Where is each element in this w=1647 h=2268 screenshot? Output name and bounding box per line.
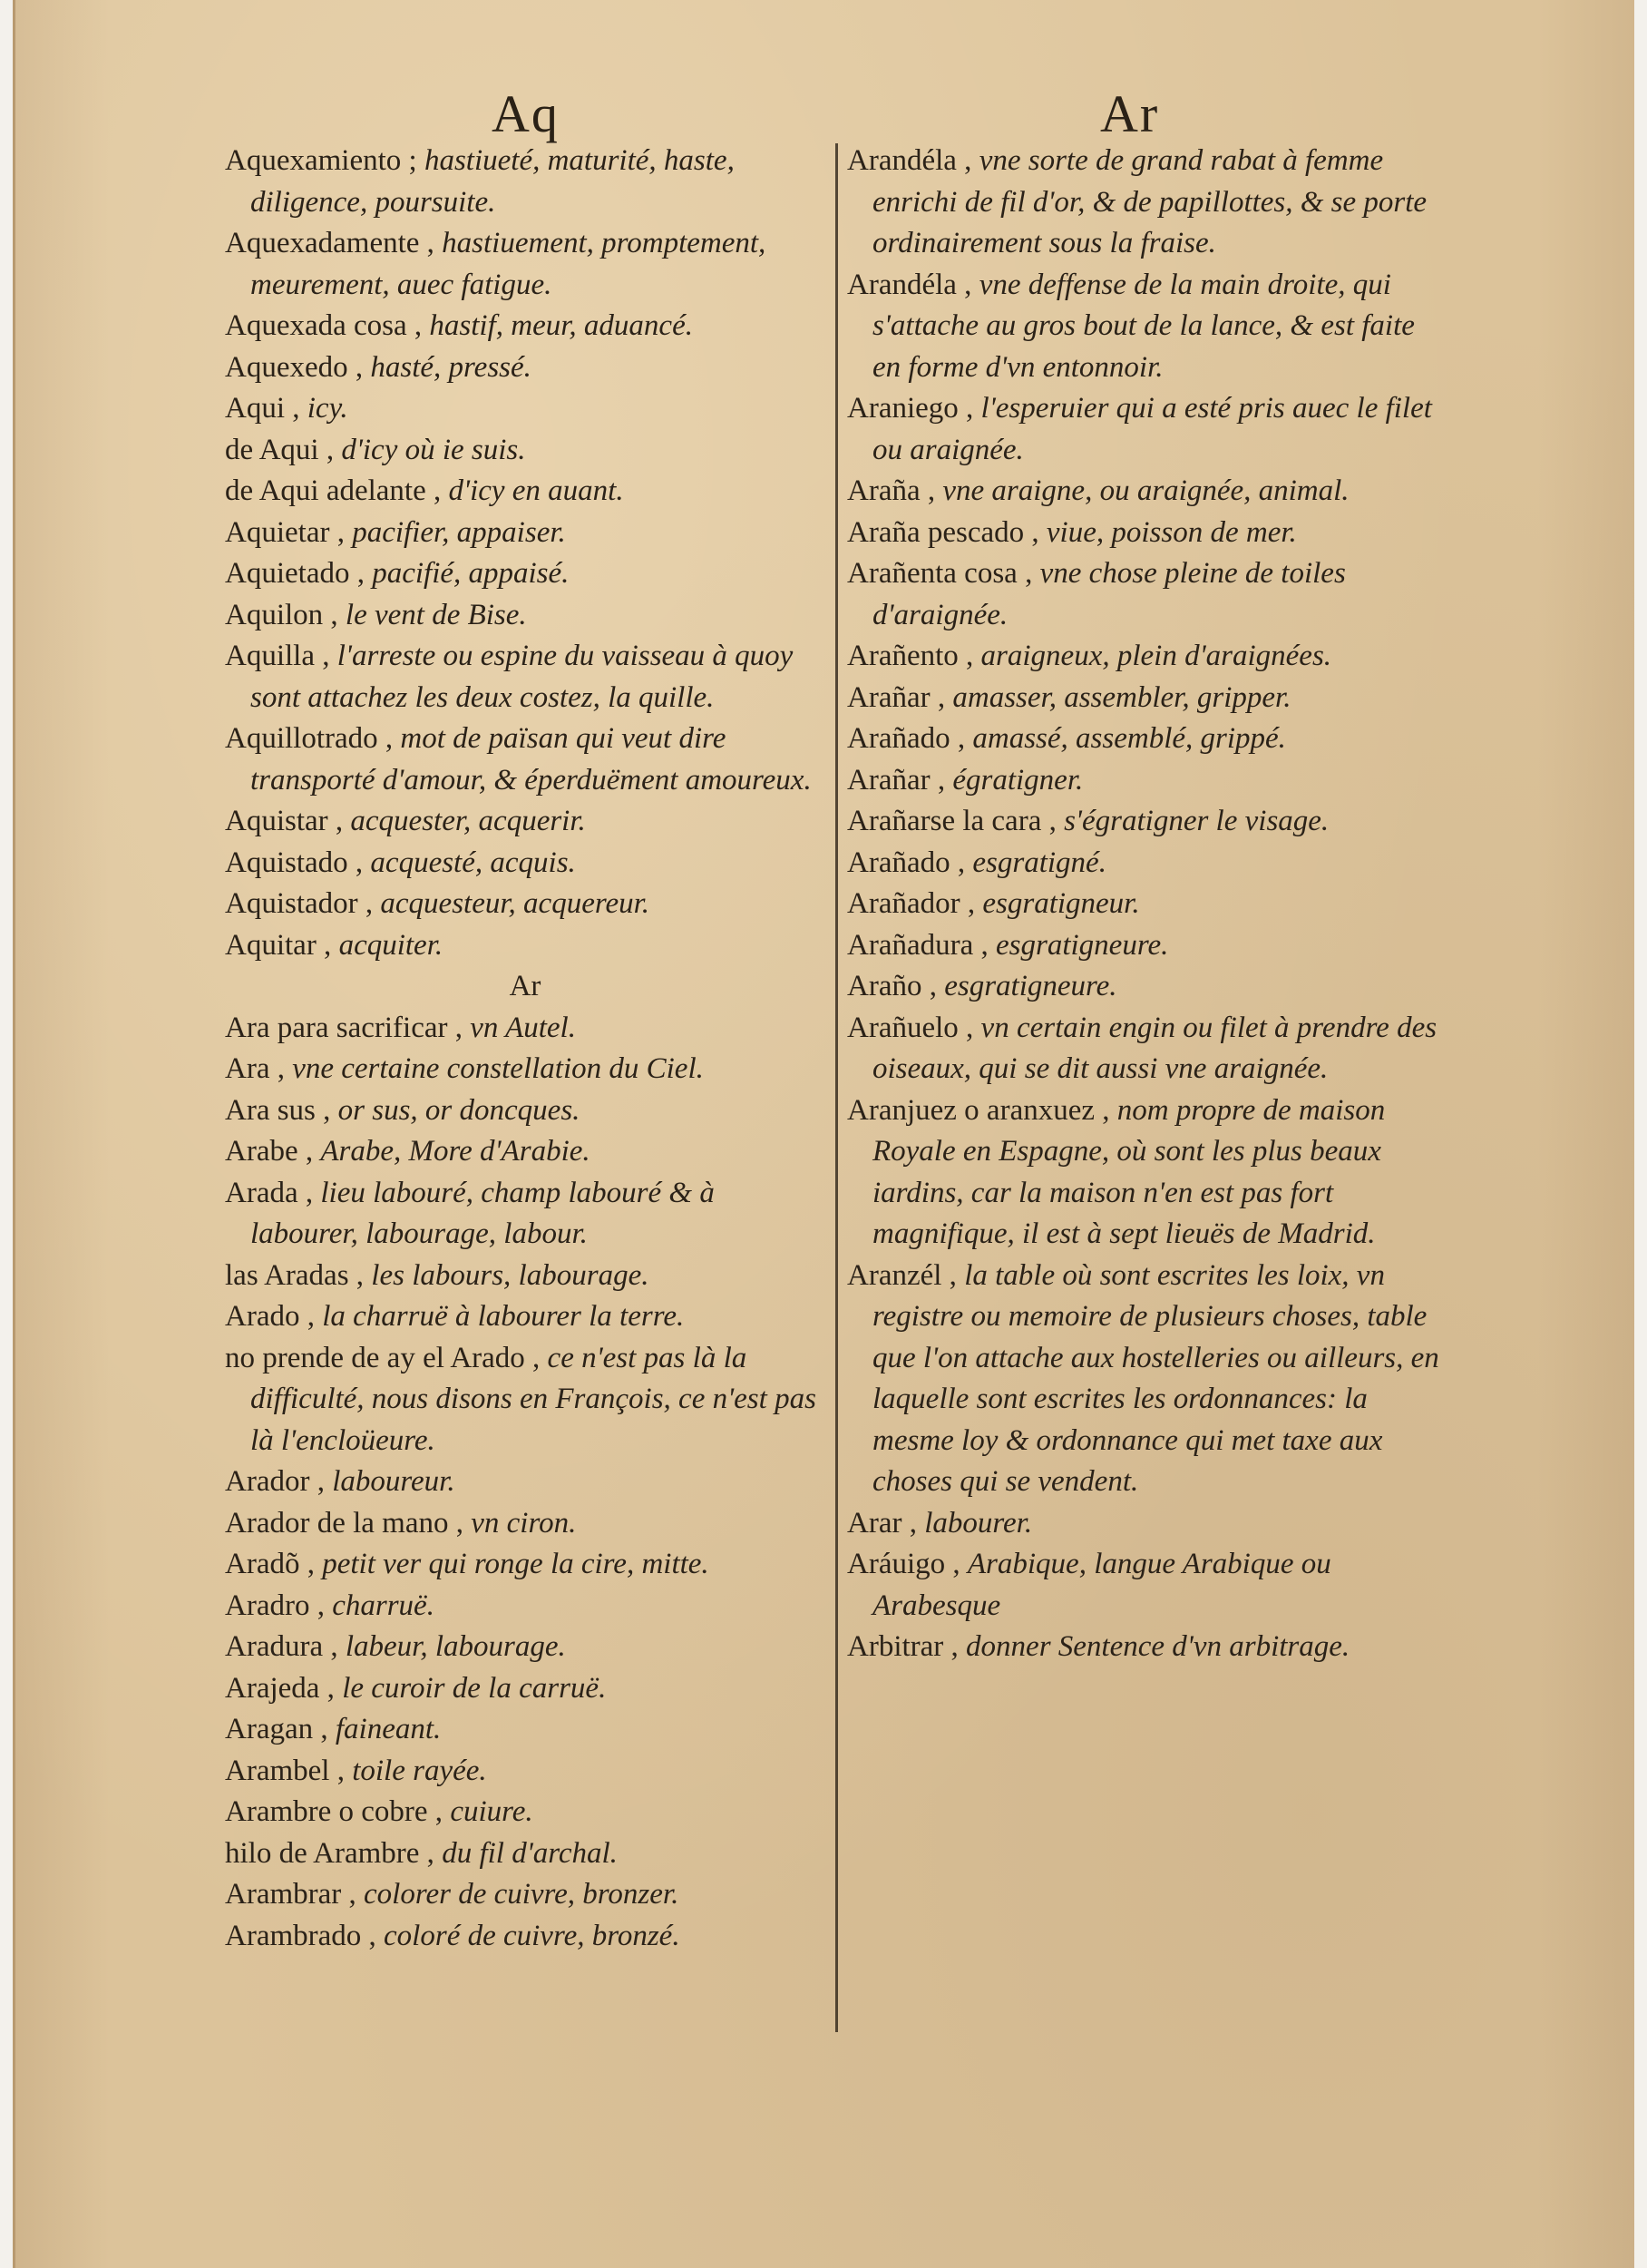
page-edge [13,0,15,2268]
entry-definition: pacifié, appaisé. [372,557,570,590]
entry-definition: Arabe, More d'Arabie. [320,1135,590,1168]
entry-headword: Aradro , [225,1589,325,1622]
entry-headword: Aragan , [225,1713,328,1745]
entry-definition: s'égratigner le visage. [1064,805,1330,837]
entry-definition: la charruë à labourer la terre. [322,1300,685,1333]
dictionary-entry [225,1256,825,1297]
dictionary-entry [225,1668,825,1710]
right-column [847,141,1447,1668]
dictionary-entry [225,1173,825,1256]
dictionary-entry [225,553,825,595]
entry-definition: icy. [307,392,348,425]
dictionary-entry [225,884,825,925]
entry-definition: mot de païsan qui veut dire transporté d'amour, & éperduëment amoureux. [250,722,812,797]
entry-headword: Aquietar , [225,515,345,549]
dictionary-entry [225,801,825,843]
dictionary-entry [225,1544,825,1586]
dictionary-entry [847,678,1447,719]
entry-definition: amasser, assembler, gripper. [952,680,1291,714]
entry-headword: Aquistar , [225,805,344,837]
entry-headword: Aquistador , [225,887,374,920]
dictionary-entry [847,265,1447,389]
dictionary-entry [225,719,825,801]
entry-definition: laboureur. [332,1465,455,1498]
entry-headword: Arañenta cosa , [847,557,1033,590]
entry-headword: hilo de Arambre , [225,1836,434,1870]
entry-headword: Aquillotrado , [225,722,394,755]
entry-headword: Araña , [847,474,936,507]
entry-definition: petit ver qui ronge la cire, mitte. [322,1548,709,1580]
entry-definition: l'arreste ou espine du vaisseau à quoy sont attachez les deux costez, la quille. [250,640,794,714]
entry-headword: Arada , [225,1176,314,1209]
entry-headword: Arajeda , [225,1671,335,1705]
entry-headword: Aráuigo , [847,1548,960,1580]
dictionary-entry [225,471,825,513]
entry-headword: Ara , [225,1052,285,1085]
dictionary-entry [847,719,1447,760]
entry-headword: Arañado , [847,722,966,755]
dictionary-entry [847,553,1447,636]
entry-definition: esgratigneure. [996,928,1169,962]
dictionary-entry [225,843,825,885]
entry-definition: or sus, or doncques. [337,1093,580,1127]
entry-definition: acquiter. [338,928,443,962]
dictionary-entry [847,760,1447,802]
entry-definition: du fil d'archal. [442,1836,618,1870]
entry-definition: cuiure. [450,1795,533,1828]
entry-definition: d'icy en auant. [448,474,624,507]
entry-headword: Aquexada cosa , [225,309,423,342]
entry-definition: amassé, assemblé, grippé. [972,722,1286,755]
dictionary-entry [847,1503,1447,1545]
entry-definition: vn certain engin ou filet à prendre des oiseaux, qui se dit aussi vne araignée. [872,1011,1437,1085]
dictionary-entry [847,884,1447,925]
entry-definition: vne certaine constellation du Ciel. [292,1052,704,1085]
entry-definition: viue, poisson de mer. [1046,515,1297,549]
entry-headword: Arador , [225,1465,325,1498]
entry-definition: esgratigneure. [944,970,1117,1002]
entry-definition: vn ciron. [471,1506,577,1540]
entry-headword: Aquexamiento ; [225,144,417,177]
dictionary-entry [847,801,1447,843]
dictionary-entry [847,471,1447,513]
dictionary-entry [225,1131,825,1173]
entry-definition: vne deffense de la main droite, qui s'attache au gros bout de la lance, & est faite en forme d'vn entonnoir. [872,268,1415,384]
section-letter-heading: Ar [509,970,541,1002]
entry-headword: Arambrado , [225,1919,376,1952]
entry-headword: no prende de ay el Arado , [225,1341,541,1374]
entry-headword: Araño , [847,970,937,1002]
entry-headword: Aquexadamente , [225,227,434,259]
entry-definition: l'esperuier qui a esté pris auec le filet ou araignée. [872,392,1432,466]
entry-definition: d'icy où ie suis. [341,433,526,466]
entry-headword: Arador de la mano , [225,1506,463,1540]
entry-definition: nom propre de maison Royale en Espagne, où sont les plus beaux iardins, car la maison n'en est pas fort magnifique, il est à sept lieuës de Madrid. [872,1093,1386,1250]
entry-headword: Arambrar , [225,1878,356,1911]
dictionary-entry [847,636,1447,678]
entry-headword: Arañador , [847,887,976,920]
entry-definition: la table où sont escrites les loix, vn registre ou memoire de plusieurs choses, table que l'on attache aux hostelleries ou ailleurs, en laquelle sont escrites les ordonnances: la mesme loy & ordonnance qui met taxe aux choses qui se vendent. [872,1258,1439,1498]
entry-headword: Arañado , [847,846,966,879]
entry-definition: acquesteur, acquereur. [380,887,650,920]
running-head-right: Ar [1100,84,1160,143]
entry-headword: Arañar , [847,763,946,797]
entry-headword: Aquilla , [225,640,330,672]
column-divider [835,143,838,2032]
dictionary-entry [847,843,1447,885]
dictionary-entry [225,1874,825,1916]
entry-headword: Arañar , [847,680,946,714]
dictionary-entry [225,141,825,223]
dictionary-entry [847,1090,1447,1256]
entry-definition: acquester, acquerir. [350,805,586,837]
entry-definition: hastif, meur, aduancé. [429,309,693,342]
dictionary-entry [225,388,825,430]
entry-definition: labeur, labourage. [345,1630,566,1663]
entry-headword: Arañarse la cara , [847,805,1057,837]
entry-headword: Aquitar , [225,928,332,962]
entry-headword: Aquietado , [225,557,365,590]
entry-headword: de Aqui , [225,433,335,466]
entry-definition: labourer. [924,1506,1033,1540]
dictionary-entry [225,347,825,389]
entry-headword: Arañadura , [847,928,989,962]
entry-definition: araigneux, plein d'araignées. [980,640,1332,672]
entry-headword: Arambre o cobre , [225,1795,443,1828]
entry-headword: Arar , [847,1506,917,1540]
dictionary-entry [225,636,825,719]
entry-definition: hastiuement, promptement, meurement, auec fatigue. [250,227,766,301]
entry-headword: Araña pescado , [847,515,1039,549]
dictionary-entry [225,306,825,347]
entry-headword: Arabe , [225,1135,314,1168]
entry-definition: toile rayée. [352,1754,487,1787]
dictionary-entry [225,1296,825,1338]
entry-definition: faineant. [335,1713,442,1745]
dictionary-entry [225,1792,825,1833]
entry-headword: Aquilon , [225,598,338,631]
entry-headword: Arbitrar , [847,1630,959,1663]
entry-headword: Arado , [225,1300,315,1333]
entry-definition: Arabique, langue Arabique ou Arabesque [872,1548,1331,1622]
dictionary-entry [225,1916,825,1958]
entry-definition: vne chose pleine de toiles d'araignée. [872,557,1346,631]
running-head-left: Aq [492,84,560,143]
entry-definition: égratigner. [952,763,1084,797]
dictionary-entry [847,1627,1447,1668]
entry-headword: Araniego , [847,392,974,425]
dictionary-entry [225,1751,825,1793]
dictionary-entry [225,1338,825,1462]
dictionary-entry [847,513,1447,554]
dictionary-entry [847,1256,1447,1503]
entry-headword: Aqui , [225,392,300,425]
entry-definition: charruë. [332,1589,434,1622]
entry-definition: lieu labouré, champ labouré & à labourer, labourage, labour. [250,1176,715,1250]
dictionary-entry [225,1709,825,1751]
dictionary-entry [225,1461,825,1503]
dictionary-entry [225,595,825,637]
entry-definition: hastiueté, maturité, haste, diligence, poursuite. [250,144,735,219]
dictionary-entry [225,223,825,306]
entry-definition: acquesté, acquis. [370,846,576,879]
dictionary-entry [847,1544,1447,1627]
entry-headword: Ara sus , [225,1093,331,1127]
entry-definition: le curoir de la carruë. [342,1671,607,1705]
entry-definition: coloré de cuivre, bronzé. [384,1919,680,1952]
dictionary-entry [225,925,825,967]
entry-headword: Arambel , [225,1754,345,1787]
entry-headword: Aquistado , [225,846,364,879]
entry-definition: colorer de cuivre, bronzer. [364,1878,679,1911]
dictionary-entry [225,513,825,554]
entry-headword: Aranjuez o aranxuez , [847,1093,1110,1127]
entry-headword: Aradura , [225,1630,338,1663]
dictionary-entry [225,1586,825,1628]
entry-definition: vne araigne, ou araignée, animal. [942,474,1350,507]
entry-definition: hasté, pressé. [370,350,531,384]
dictionary-entry [225,1049,825,1090]
entry-definition: esgratigné. [972,846,1106,879]
entry-headword: Aradõ , [225,1548,315,1580]
entry-headword: las Aradas , [225,1258,365,1292]
entry-definition: pacifier, appaiser. [352,515,566,549]
entry-headword: Arañento , [847,640,974,672]
entry-headword: Arandéla , [847,144,972,177]
entry-headword: Aquexedo , [225,350,364,384]
entry-definition: ce n'est pas là la difficulté, nous disons en François, ce n'est pas là l'encloüeure. [250,1341,816,1457]
entry-definition: vne sorte de grand rabat à femme enrichi de fil d'or, & de papillottes, & se porte ordinairement sous la fraise. [872,144,1428,259]
entry-definition: donner Sentence d'vn arbitrage. [966,1630,1350,1663]
dictionary-entry [847,925,1447,967]
dictionary-entry [847,966,1447,1008]
dictionary-entry [225,1008,825,1050]
dictionary-entry [225,1090,825,1132]
entry-headword: Arañuelo , [847,1011,974,1044]
dictionary-entry [847,388,1447,471]
entry-headword: Ara para sacrificar , [225,1011,463,1044]
dictionary-entry [225,1833,825,1875]
dictionary-entry [847,1008,1447,1090]
dictionary-entry [225,1627,825,1668]
dictionary-entry [225,1503,825,1545]
dictionary-entry [847,141,1447,265]
left-column [225,141,825,1957]
dictionary-entry [225,430,825,472]
entry-definition: le vent de Bise. [345,598,527,631]
entry-definition: les labours, labourage. [371,1258,649,1292]
entry-headword: de Aqui adelante , [225,474,442,507]
entry-definition: esgratigneur. [982,887,1140,920]
entry-headword: Arandéla , [847,268,972,301]
entry-definition: vn Autel. [470,1011,576,1044]
entry-headword: Aranzél , [847,1258,957,1292]
